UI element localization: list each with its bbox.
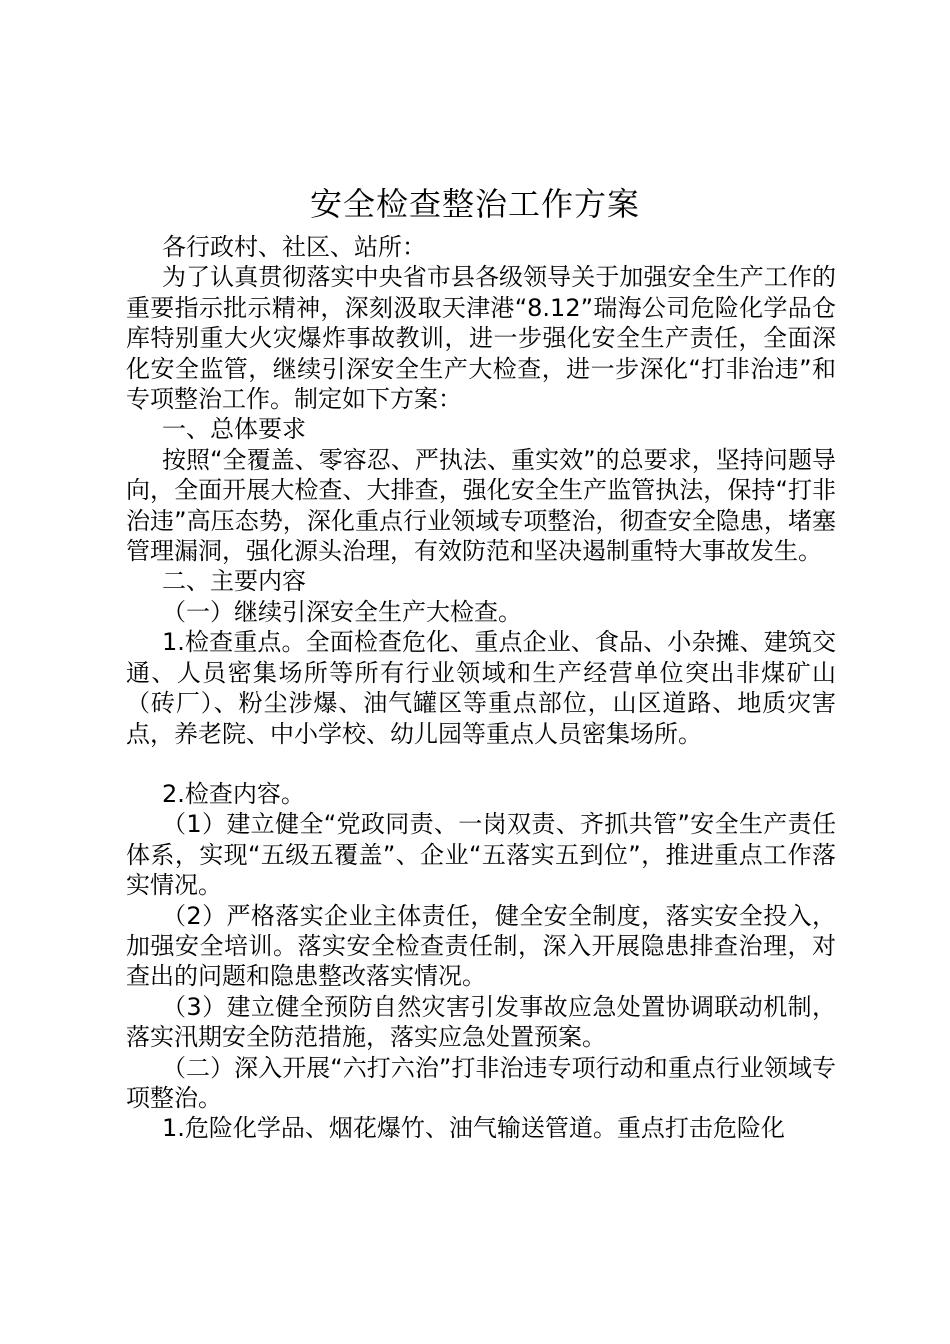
salutation: 各行政村、社区、站所： xyxy=(162,233,426,261)
section-heading-main-content: 二、主要内容 xyxy=(162,567,306,596)
document-title: 安全检查整治工作方案 xyxy=(309,185,640,223)
paragraph-gap xyxy=(126,749,836,779)
subsection-heading-special-action: （二）深入开展“六打六治”打非治违专项行动和重点行业领域专项整治。 xyxy=(126,1053,836,1112)
subsection-heading-inspection: （一）继续引深安全生产大检查。 xyxy=(162,597,522,626)
general-requirements-paragraph: 按照“全覆盖、零容忍、严执法、重实效”的总要求，坚持问题导向，全面开展大检查、大排查，强化安全生产监管执法，保持“打非治违”高压态势，深化重点行业领域专项整治，彻查安全隐患，堵塞管理漏洞，强化源头治理，有效防范和坚决遏制重特大事故发生。 xyxy=(126,445,836,566)
hazardous-chemicals-paragraph: 1.危险化学品、烟花爆竹、油气输送管道。重点打击危险化 xyxy=(162,1114,785,1143)
intro-paragraph: 为了认真贯彻落实中央省市县各级领导关于加强安全生产工作的重要指示批示精神，深刻汲取天津港“8.12”瑞海公司危险化学品仓库特别重大火灾爆炸事故教训，进一步强化安全生产责任，全面深化安全监管，继续引深安全生产大检查，进一步深化“打非治违”和专项整治工作。制定如下方案： xyxy=(126,263,836,414)
inspection-focus-paragraph: 1.检查重点。全面检查危化、重点企业、食品、小杂摊、建筑交通、人员密集场所等所有行业领域和生产经营单位突出非煤矿山（砖厂）、粉尘涉爆、油气罐区等重点部位，山区道路、地质灾害点，养老院、中小学校、幼儿园等重点人员密集场所。 xyxy=(126,628,836,748)
document-body xyxy=(126,232,836,1144)
inspection-item-2: （2）严格落实企业主体责任，健全安全制度，落实安全投入，加强安全培训。落实安全检查责任制，深入开展隐患排查治理，对查出的问题和隐患整改落实情况。 xyxy=(126,901,836,991)
inspection-item-3: （3）建立健全预防自然灾害引发事故应急处置协调联动机制，落实汛期安全防范措施，落实应急处置预案。 xyxy=(126,992,836,1052)
inspection-content-heading: 2.检查内容。 xyxy=(162,779,305,808)
section-heading-general-requirements: 一、总体要求 xyxy=(162,415,306,444)
inspection-item-1: （1）建立健全“党政同责、一岗双责、齐抓共管”安全生产责任体系，实现“五级五覆盖”、企业“五落实五到位”，推进重点工作落实情况。 xyxy=(126,810,836,900)
